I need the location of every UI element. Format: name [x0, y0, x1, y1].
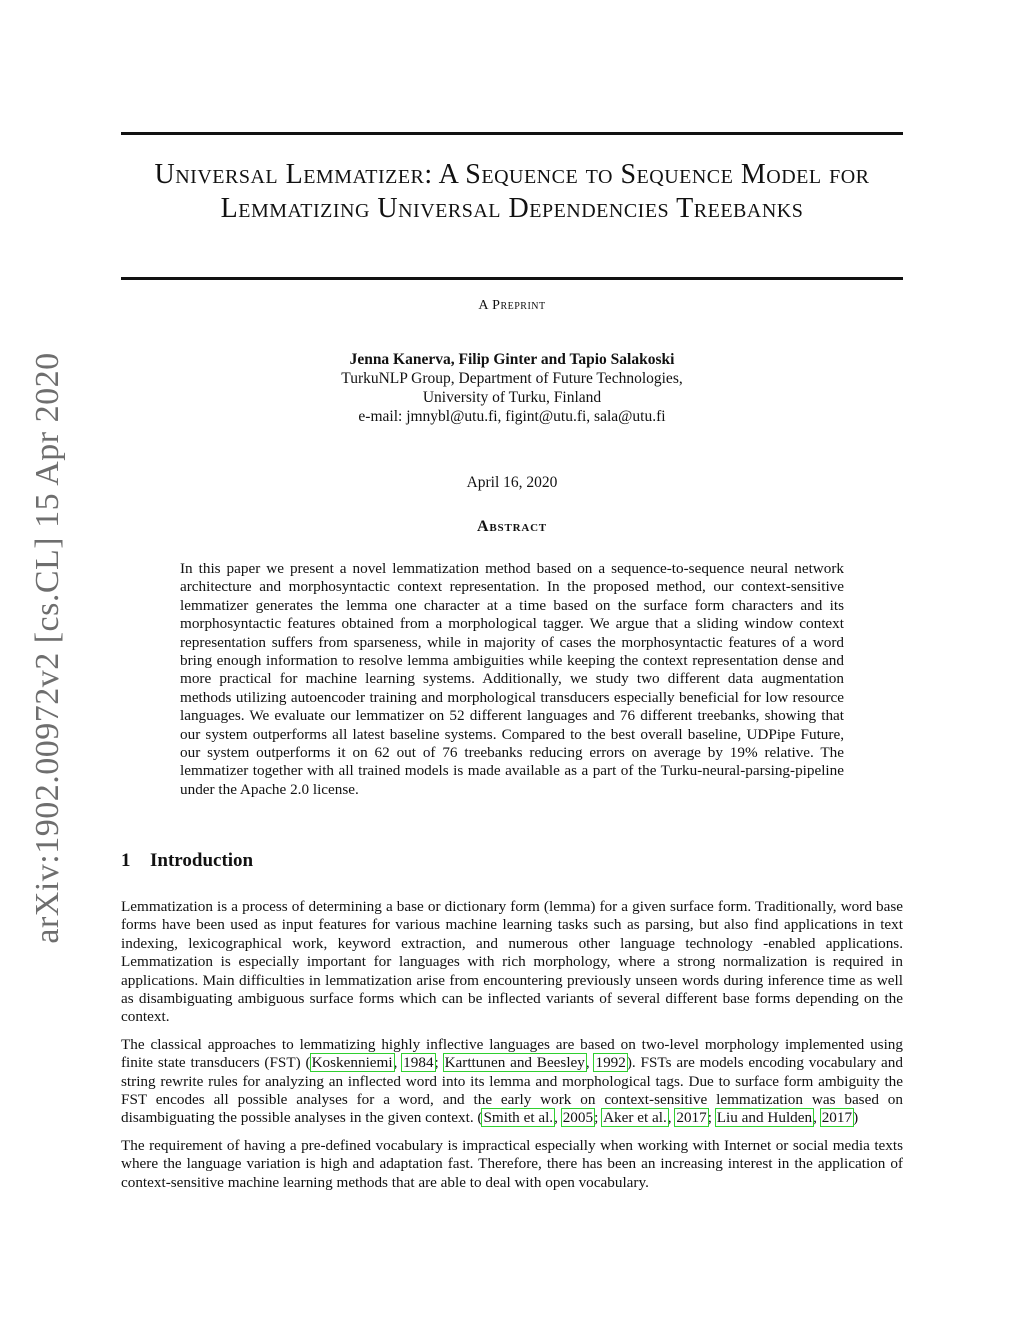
citation-link[interactable]: Karttunen and Beesley — [444, 1054, 585, 1072]
section-heading — [121, 850, 253, 872]
citation-link[interactable]: 1992 — [595, 1054, 626, 1072]
title-rule-bottom — [121, 277, 903, 280]
affiliation-line-1: TurkuNLP Group, Department of Future Technologies, — [341, 370, 683, 387]
citation-link[interactable]: Aker et al. — [603, 1109, 667, 1127]
affiliation-line-2: University of Turku, Finland — [422, 389, 602, 406]
abstract-text: In this paper we present a novel lemmatization method based on a sequence-to-sequence neural network architecture and morphosyntactic context representation. In the proposed method, our context-sensitive lemmatizer generates the lemma one character at a time based on the surface form characters and its morphosyntactic features obtained from a morphological tagger. We argue that a sliding window context representation suffers from sparseness, while in majority of cases the morphosyntactic features of a word bring enough information to resolve lemma ambiguities while keeping the context representation dense and more practical for machine learning systems. Additionally, we study two different data augmentation methods utilizing autoencoder training and morphological transducers especially beneficial for low resource languages. We evaluate our lemmatizer on 52 different languages and 76 different treebanks, showing that our system outperforms all latest baseline systems. Compared to the best overall baseline, UDPipe Future, our system outperforms it on 62 out of 76 treebanks reducing errors on average by 19% relative. The lemmatizer together with all trained models is made available as a part of the Turku-neural-parsing-pipeline under the Apache 2.0 license. — [180, 560, 844, 798]
paper-title: Universal Lemmatizer: A Sequence to Sequence Model for Lemmatizing Universal Dependencies Treebanks — [154, 159, 870, 224]
citation-separator: , — [393, 1054, 403, 1072]
paragraph-2-text: ). FSTs are models encoding vocabulary and string rewrite rules for analyzing an inflected word into its lemma and morphological tags. Due to surface form ambiguity the FST encodes all possible analyses for a word, and the early work on context-sensitive lemmatization was based on disambiguating the possible analyses in the given context. ( — [121, 1054, 903, 1127]
citation-separator: ; — [707, 1109, 716, 1127]
citation-separator: , — [585, 1054, 595, 1072]
preprint-label: A Preprint — [478, 298, 546, 313]
abstract-heading: Abstract — [477, 518, 547, 535]
publication-date: April 16, 2020 — [466, 474, 558, 491]
author-names: Jenna Kanerva, Filip Ginter and Tapio Salakoski — [349, 351, 675, 368]
citation-link[interactable]: 2017 — [676, 1109, 707, 1127]
citation-link[interactable]: Smith et al. — [483, 1109, 554, 1127]
paragraph-1: Lemmatization is a process of determining a base or dictionary form (lemma) for a given surface form. Traditionally, word base forms have been used as input features for various machine learning tasks such as parsing, but also find applications in text indexing, lexicographical work, keyword extraction, and numerous other language technology -enabled applications. Lemmatization is especially important for languages with rich morphology, where a strong normalization is required in applications. Main difficulties in lemmatization arise from encountering previously unseen words during inference time as well as disambiguating ambiguous surface forms which can be inflected variants of several different base forms depending on the context. — [121, 898, 903, 1026]
citation-link[interactable]: 1984 — [403, 1054, 434, 1072]
author-emails: e-mail: jmnybl@utu.fi, figint@utu.fi, sala@utu.fi — [358, 408, 666, 425]
section-body — [121, 898, 903, 1201]
citation-separator: , — [667, 1109, 676, 1127]
citation-link[interactable]: 2017 — [821, 1109, 853, 1127]
citation-link[interactable]: Liu and Hulden — [716, 1109, 813, 1127]
paragraph-3: The requirement of having a pre-defined vocabulary is impractical especially when working with Internet or social media texts where the language variation is high and adaptation fast. Therefore, there has been an increasing interest in the application of context-sensitive machine learning methods that are able to deal with open vocabulary. — [121, 1136, 903, 1191]
citation-separator: ; — [434, 1054, 444, 1072]
paragraph-2-text: ) — [853, 1109, 859, 1127]
citation-separator: ; — [594, 1109, 603, 1127]
author-block — [121, 350, 903, 426]
citation-link[interactable]: 2005 — [562, 1109, 594, 1127]
section-number: 1 — [121, 850, 131, 871]
citation-separator: , — [554, 1109, 562, 1127]
title-rule-top — [121, 132, 903, 135]
paragraph-2 — [121, 1036, 903, 1128]
citation-separator: , — [813, 1109, 821, 1127]
section-title: Introduction — [150, 850, 254, 871]
arxiv-identifier: arXiv:1902.00972v2 [cs.CL] 15 Apr 2020 — [29, 352, 66, 944]
paragraph-2-text: The classical approaches to lemmatizing highly inflective languages are based on two-level morphology implemented using finite state transducers (FST) ( — [121, 1035, 903, 1072]
citation-link[interactable]: Koskenniemi — [311, 1054, 393, 1072]
